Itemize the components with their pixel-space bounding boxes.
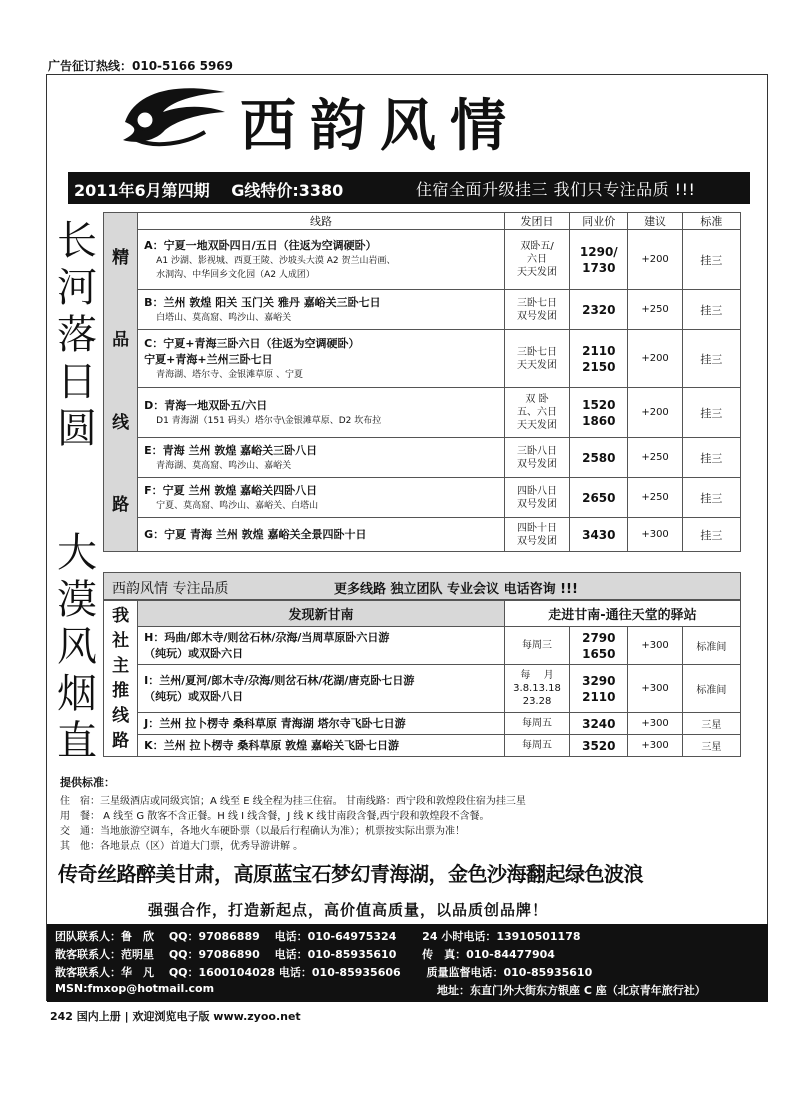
slogan-main: 传奇丝路醉美甘肃，高原蓝宝石梦幻青海湖，金色沙海翻起绿色波浪 xyxy=(58,862,643,886)
side-title-2: 大 漠 风 烟 直 xyxy=(57,530,97,764)
header-departure: 发团日 xyxy=(504,213,569,230)
header-enter-gannan: 走进甘南-通往天堂的驿站 xyxy=(504,601,740,627)
contact-individual-1: 散客联系人：范明星 QQ：97086890 电话：010-85935610 传 真：010-84477904 xyxy=(55,948,555,961)
premium-routes-table xyxy=(103,212,741,552)
contact-team: 团队联系人：鲁 欣 QQ：97086889 电话：010-64975324 24 小时电话：13910501178 xyxy=(55,930,581,943)
ad-hotline: 广告征订热线：010-5166 5969 xyxy=(48,59,234,73)
more-routes-bar xyxy=(103,572,741,600)
header-route: 线路 xyxy=(138,213,505,230)
table-row: I：兰州/夏河/郎木寺/尕海/则岔石林/花湖/唐克卧七日游 （纯玩）或双卧八日 每 月 3.8.13.18 23.28 3290 2110 +300 标准间 xyxy=(104,665,741,713)
side-title-1: 长 河 落 日 圆 xyxy=(57,218,97,452)
page-footer: 242 国内上册 | 欢迎浏览电子版 www.zyoo.net xyxy=(50,1010,301,1023)
table-row: F：宁夏 兰州 敦煌 嘉峪关四卧八日 宁夏、莫高窟、鸣沙山、嘉峪关、白塔山 四卧八日 双号发团 2650 +250 挂三 xyxy=(104,478,741,518)
contact-individual-2: 散客联系人：华 凡 QQ：1600104028 电话：010-85935606 质量监督电话：010-85935610 xyxy=(55,966,593,979)
msn-contact[interactable]: MSN:fmxop@hotmail.com xyxy=(55,982,215,995)
table-row: H：玛曲/郎木寺/则岔石林/尕海/当周草原卧六日游 （纯玩）或双卧六日 每周三 2790 1650 +300 标准间 xyxy=(104,627,741,665)
table-row: D：青海一地双卧五/六日 D1 青海湖（151 码头）塔尔寺\金银滩草原、D2 坎布拉 双 卧 五、六日 天天发团 1520 1860 +200 挂三 xyxy=(104,388,741,438)
more-routes-text: 更多线路 独立团队 专业会议 电话咨询 !!! xyxy=(334,582,578,597)
brand-slogan: 西韵风情 专注品质 xyxy=(112,581,229,597)
issue-banner xyxy=(68,172,750,204)
phoenix-logo-icon xyxy=(115,82,235,152)
header-standard: 标准 xyxy=(682,213,740,230)
table-row: A：宁夏一地双卧四日/五日（往返为空调硬卧） A1 沙湖、影视城、西夏王陵、沙坡头大漠 A2 贺兰山岩画、 水洞沟、中华回乡文化园（A2 人成团） 双卧五/ 六日 天天发团 1290/ 1730 +200 挂三 xyxy=(104,230,741,290)
contact-block xyxy=(47,924,768,1002)
header-price: 同业价 xyxy=(570,213,628,230)
table-row: J：兰州 拉卜楞寺 桑科草原 青海湖 塔尔寺飞卧七日游 每周五 3240 +300 三星 xyxy=(104,713,741,735)
header-suggest: 建议 xyxy=(628,213,682,230)
featured-routes-table xyxy=(103,600,741,757)
tagline: 住宿全面升级挂三 我们只专注品质 !!! xyxy=(416,180,696,199)
table-row: E：青海 兰州 敦煌 嘉峪关三卧八日 青海湖、莫高窟、鸣沙山、嘉峪关 三卧八日 双号发团 2580 +250 挂三 xyxy=(104,438,741,478)
table-row: K：兰州 拉卜楞寺 桑科草原 敦煌 嘉峪关飞卧七日游 每周五 3520 +300 三星 xyxy=(104,735,741,757)
table-row: B：兰州 敦煌 阳关 玉门关 雅丹 嘉峪关三卧七日 白塔山、莫高窟、鸣沙山、嘉峪关 三卧七日 双号发团 2320 +250 挂三 xyxy=(104,290,741,330)
premium-routes-label: 精 品 线 路 xyxy=(104,213,138,552)
logo-title: 西韵风情 xyxy=(240,93,520,159)
standards-lines: 住 宿：三星级酒店或同级宾馆；A 线至 E 线全程为挂三住宿。 甘南线路：西宁段和敦煌段住宿为挂三星 用 餐： A 线至 G 散客不含正餐。H 线 I 线含餐，J 线 K 线甘南段含餐,西宁段和敦煌段不含餐。 交 通：当地旅游空调车，各地火车硬卧票（以最后行程确认为准）；机票按实际出票为准！ 其 他：各地景点（区）首道大门票，优秀导游讲解 。 xyxy=(60,796,526,852)
slogan-sub: 强强合作，打造新起点，高价值高质量，以品质创品牌！ xyxy=(148,901,549,919)
issue-label: 2011年6月第四期 G线特价:3380 xyxy=(74,181,344,200)
header-discover-gannan: 发现新甘南 xyxy=(138,601,505,627)
table-row: G：宁夏 青海 兰州 敦煌 嘉峪关全景四卧十日 四卧十日 双号发团 3430 +300 挂三 xyxy=(104,518,741,552)
address: 地址：东直门外大街东方银座 C 座（北京青年旅行社） xyxy=(437,984,706,997)
featured-routes-label: 我 社 主 推 线 路 xyxy=(104,601,138,757)
standards-title: 提供标准： xyxy=(60,776,115,789)
table-row: C：宁夏+青海三卧六日（往返为空调硬卧） 宁夏+青海+兰州三卧七日 青海湖、塔尔寺、金银滩草原 、宁夏 三卧七日 天天发团 2110 2150 +200 挂三 xyxy=(104,330,741,388)
